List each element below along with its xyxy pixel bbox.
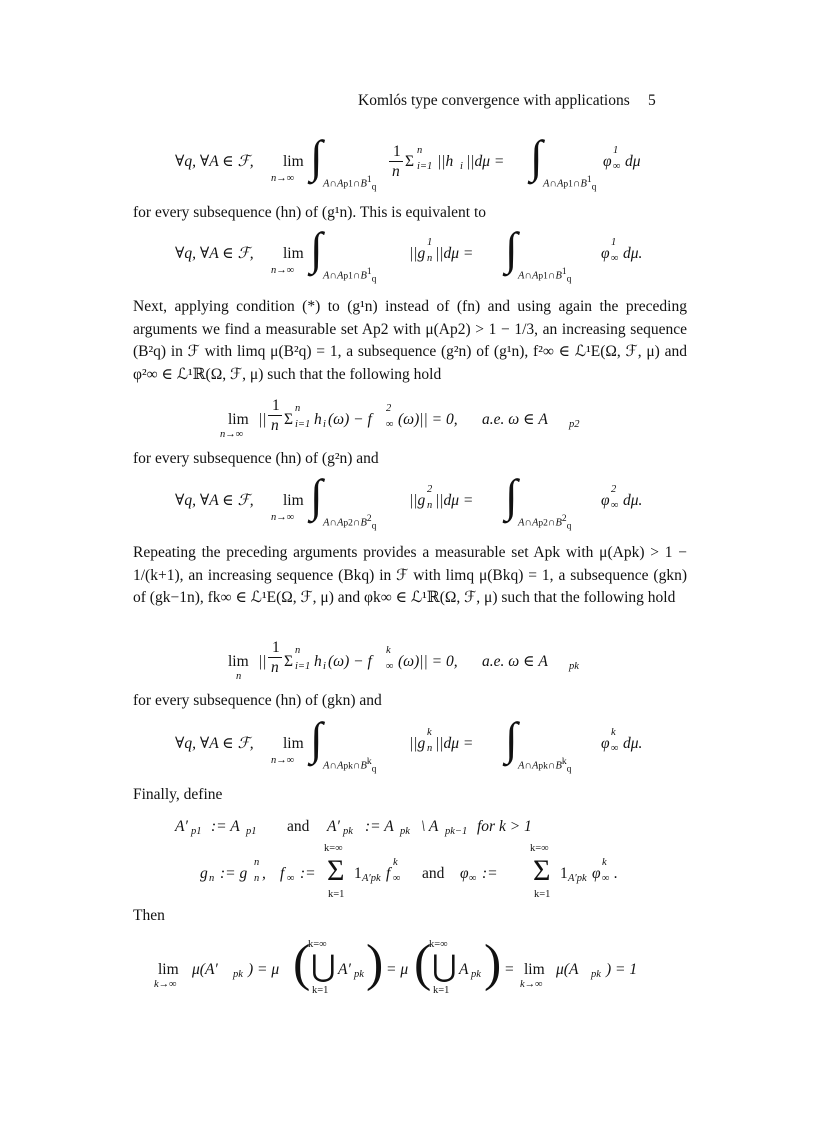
eq5-lim-sub: n: [236, 671, 242, 682]
eq2-rhs-phi: φ: [601, 245, 610, 262]
eq3-mid: h: [314, 411, 322, 428]
eq6-rhs-sup: k: [611, 727, 616, 738]
eq1-sum-range: n: [417, 145, 423, 156]
eq4-domain-q: q: [371, 521, 377, 532]
def2-phik: φ: [592, 865, 601, 882]
eq4-integral: ∫: [310, 470, 323, 521]
eq1-body-tail: ||h: [437, 153, 454, 170]
eq2-body-end: ||dμ =: [435, 245, 474, 262]
eq7-lim2: lim: [524, 961, 545, 978]
eq7-lparen-1: (: [293, 935, 311, 992]
eq3-ae: a.e. ω ∈ A: [482, 411, 548, 428]
def2-phik-sub: ∞: [602, 873, 610, 884]
eq5-frac-bar: [268, 657, 282, 658]
def2-g: g: [200, 865, 208, 882]
def2-ind: 1: [354, 865, 362, 882]
eq6-rhs-domain-tail: ∩B: [547, 760, 562, 772]
def1-lhs2-sub: pk: [343, 826, 353, 837]
eq6-quantifier: ∀q, ∀A ∈ ℱ,: [175, 735, 254, 752]
eq6-rhs-domain-sup: k: [561, 757, 567, 767]
def2-g-sub: n: [209, 873, 215, 884]
eq4-rhs-domain-tail: ∩B: [547, 517, 562, 529]
eq4-lim: lim: [283, 492, 304, 509]
eq6-domain-q: q: [371, 764, 377, 775]
eq7-lparen-2: (: [414, 935, 432, 992]
def2-g-sup: n: [254, 857, 260, 868]
eq7-mu-end: ) = μ: [248, 961, 280, 978]
eq3-f-sub: ∞: [386, 419, 394, 430]
def1-and: and: [287, 818, 310, 835]
def2-phi-assign: :=: [482, 865, 498, 882]
eq5-f-sup: k: [386, 645, 391, 656]
def1-lhs1: A′: [175, 818, 188, 835]
eq5-ae: a.e. ω ∈ A: [482, 653, 548, 670]
eq4-body-end: ||dμ =: [435, 492, 474, 509]
def2-period: .: [614, 865, 618, 882]
eq4-rhs-domain-sub: p2: [538, 518, 548, 529]
def2-sum2-top: k=∞: [530, 843, 549, 854]
eq1-rhs-domain-sub: p1: [563, 179, 573, 190]
definition-1: [175, 815, 595, 841]
def2-g-assign: := g: [220, 865, 248, 882]
def2-and: and: [422, 865, 445, 882]
eq5-sigma: Σ: [284, 653, 294, 670]
def2-phik-sup: k: [602, 857, 607, 868]
eq6-body-end: ||dμ =: [435, 735, 474, 752]
eq4-rhs-domain: A∩A: [518, 517, 539, 529]
eq5-mid: h: [314, 653, 322, 670]
eq7-rparen-2: ): [484, 935, 502, 992]
eq2-domain: A∩A: [323, 270, 344, 282]
def2-phi: φ: [460, 865, 469, 882]
eq2-integral: ∫: [310, 223, 323, 274]
paragraph-7: Then: [133, 907, 165, 924]
eq2-domain-tail: ∩B: [352, 270, 367, 282]
eq3-sum-range: n: [295, 403, 301, 414]
equation-2: [175, 223, 705, 292]
equation-3: [220, 397, 608, 448]
def2-ind2: 1: [560, 865, 568, 882]
eq6-rhs-end: dμ.: [623, 735, 643, 752]
eq7-eq2: =: [504, 961, 515, 978]
def1-assign1-sub: p1: [246, 826, 257, 837]
def1-assign2-sub: pk: [400, 826, 410, 837]
eq7-eq: = μ: [386, 961, 409, 978]
eq1-domain-q: q: [371, 182, 377, 193]
eq7-a2: A: [459, 961, 469, 978]
eq7-lim: lim: [158, 961, 179, 978]
eq2-domain-sup: 1: [366, 267, 372, 277]
eq6-body-sub: n: [427, 743, 433, 754]
eq1-sigma: Σ: [405, 153, 415, 170]
eq6-body-sup: k: [427, 727, 432, 738]
equation-4: [175, 470, 705, 539]
eq7-union2-bot: k=1: [433, 985, 450, 996]
eq2-rhs-integral: ∫: [505, 223, 518, 274]
eq1-quantifier: ∀q, ∀A ∈ ℱ,: [175, 153, 254, 170]
def2-ind2-sub: A′pk: [568, 873, 587, 884]
eq6-lim-sub: n→∞: [271, 755, 295, 766]
eq4-domain: A∩A: [323, 517, 344, 529]
def2-fk: f: [386, 865, 391, 882]
def2-g-sub2: n: [254, 873, 260, 884]
eq7-rparen-1: ): [366, 935, 384, 992]
eq2-rhs-domain-sub: p1: [538, 271, 548, 282]
eq7-union2: ⋃: [432, 950, 457, 983]
eq4-rhs-phi: φ: [601, 492, 610, 509]
eq3-ae-sub: p2: [569, 419, 580, 430]
eq6-lim: lim: [283, 735, 304, 752]
eq7-end: ) = 1: [606, 961, 638, 978]
eq1-frac-bar: [389, 161, 403, 162]
eq6-domain-sub: pk: [343, 761, 353, 772]
def2-sum-bot: k=1: [328, 889, 345, 900]
eq5-ae-sub: pk: [569, 661, 579, 672]
def2-fk-sup: k: [393, 857, 398, 868]
eq6-rhs-sub: ∞: [611, 743, 619, 754]
eq2-rhs-end: dμ.: [623, 245, 643, 262]
eq1-body-i: i: [460, 161, 463, 172]
eq1-rhs-end: dμ: [625, 153, 641, 170]
def2-phi-sub: ∞: [469, 873, 477, 884]
eq3-frac-den: n: [271, 417, 279, 434]
eq7-lim-sub: k→∞: [154, 979, 177, 990]
eq7-union-top: k=∞: [308, 939, 327, 950]
def1-assign1: := A: [211, 818, 240, 835]
def1-cond: for k > 1: [477, 818, 532, 835]
eq3-frac-bar: [268, 415, 282, 416]
def2-f-sub: ∞: [287, 873, 295, 884]
eq2-rhs-sub: ∞: [611, 253, 619, 264]
paragraph-4: Repeating the preceding arguments provides a measurable set Apk with μ(Apk) > 1 − 1/(k+1), an increasing sequence (Bkq) in ℱ with limq μ(Bkq) = 1, a subsequence (gkn) of (gk−1n), fk∞ ∈ ℒ¹E(Ω, ℱ, μ) and φk∞ ∈ ℒ¹ℝ(Ω, ℱ, μ) such that the following hold: [133, 544, 691, 607]
eq4-rhs-sup: 2: [611, 484, 617, 495]
def2-sum2: Σ: [533, 854, 551, 887]
eq3-sum-from: i=1: [295, 419, 311, 430]
eq5-mid-sub: i: [323, 661, 326, 672]
eq2-body-sup: 1: [427, 237, 433, 248]
eq6-domain-tail: ∩B: [352, 760, 367, 772]
def2-sum2-bot: k=1: [534, 889, 551, 900]
eq2-quantifier: ∀q, ∀A ∈ ℱ,: [175, 245, 254, 262]
eq7-union2-top: k=∞: [429, 939, 448, 950]
def2-f-assign: :=: [300, 865, 316, 882]
eq7-union-bot: k=1: [312, 985, 329, 996]
eq1-rhs-phi: φ: [603, 153, 612, 170]
eq3-mid2: (ω) − f: [328, 411, 372, 428]
eq2-domain-sub: p1: [343, 271, 353, 282]
eq3-tail: (ω)|| = 0,: [398, 411, 458, 428]
eq6-rhs-domain-q: q: [566, 764, 572, 775]
eq4-rhs-end: dμ.: [623, 492, 643, 509]
eq4-rhs-sub: ∞: [611, 500, 619, 511]
eq2-lim: lim: [283, 245, 304, 262]
def2-fk-sub: ∞: [393, 873, 401, 884]
eq1-domain: A∩A: [323, 178, 344, 190]
eq1-lim-sub: n→∞: [271, 173, 295, 184]
eq1-domain-tail: ∩B: [352, 178, 367, 190]
eq7-a2-sub: pk: [471, 969, 481, 980]
def1-setminus: \ A: [421, 818, 439, 835]
def2-sum-top: k=∞: [324, 843, 343, 854]
eq2-rhs-domain-tail: ∩B: [547, 270, 562, 282]
equation-6: [175, 713, 705, 782]
eq7-mu: μ(A′: [192, 961, 218, 978]
def2-f: f: [280, 865, 285, 882]
eq2-rhs-domain: A∩A: [518, 270, 539, 282]
equation-7: [154, 935, 678, 1006]
eq7-union: ⋃: [311, 950, 336, 983]
eq4-rhs-integral: ∫: [505, 470, 518, 521]
eq6-domain-sup: k: [366, 757, 372, 767]
paragraph-3: for every subsequence (hn) of (g²n) and: [133, 450, 379, 467]
eq1-frac-den: n: [392, 163, 400, 180]
eq2-domain-q: q: [371, 274, 377, 285]
eq4-rhs-domain-sup: 2: [561, 514, 567, 524]
eq7-mu-sub: pk: [233, 969, 243, 980]
eq6-rhs-integral: ∫: [505, 713, 518, 764]
eq1-rhs-sub: ∞: [613, 161, 621, 172]
equation-1: [175, 131, 705, 200]
paragraph-2: Next, applying condition (*) to (g¹n) instead of (fn) and using again the preceding arguments we find a measurable set Ap2 with μ(Ap2) > 1 − 1/3, an increasing sequence (B²q) in ℱ with limq μ(B²q) = 1, a subsequence (g²n) of (g¹n), f²∞ ∈ ℒ¹E(Ω, ℱ, μ) and φ²∞ ∈ ℒ¹ℝ(Ω, ℱ, μ) such that the following hold: [133, 298, 691, 383]
def2-ind-sub: A′pk: [362, 873, 381, 884]
eq1-rhs-domain-q: q: [591, 182, 597, 193]
eq6-domain: A∩A: [323, 760, 344, 772]
eq2-rhs-sup: 1: [611, 237, 617, 248]
def1-lhs1-sub: p1: [191, 826, 202, 837]
eq4-lim-sub: n→∞: [271, 512, 295, 523]
paragraph-1: for every subsequence (hn) of (g¹n). This is equivalent to: [133, 204, 487, 221]
eq4-body: ||g: [409, 492, 426, 509]
eq2-rhs-domain-sup: 1: [561, 267, 567, 277]
eq5-lim: lim: [228, 653, 249, 670]
eq1-sum-from: i=1: [417, 161, 433, 172]
eq4-quantifier: ∀q, ∀A ∈ ℱ,: [175, 492, 254, 509]
eq1-body-end: ||dμ =: [466, 153, 505, 170]
eq2-rhs-domain-q: q: [566, 274, 572, 285]
eq1-frac-num: 1: [393, 143, 401, 160]
eq6-rhs-domain: A∩A: [518, 760, 539, 772]
eq3-frac-num: 1: [272, 397, 280, 414]
eq4-domain-sup: 2: [366, 514, 372, 524]
eq5-tail: (ω)|| = 0,: [398, 653, 458, 670]
eq5-sum-range: n: [295, 645, 301, 656]
eq7-a1-sub: pk: [354, 969, 364, 980]
def1-lhs2: A′: [327, 818, 340, 835]
eq4-rhs-domain-q: q: [566, 521, 572, 532]
page-number: 5: [648, 92, 656, 109]
eq2-body-sub: n: [427, 253, 433, 264]
eq5-frac-num: 1: [272, 639, 280, 656]
definition-2: [200, 844, 640, 906]
eq7-lim2-sub: k→∞: [520, 979, 543, 990]
eq4-domain-sub: p2: [343, 518, 353, 529]
eq4-body-sup: 2: [427, 484, 433, 495]
eq3-lim-sub: n→∞: [220, 429, 244, 440]
eq2-lim-sub: n→∞: [271, 265, 295, 276]
running-header: Komlós type convergence with applications: [358, 92, 630, 109]
eq2-body: ||g: [409, 245, 426, 262]
eq1-rhs-integral: ∫: [530, 131, 543, 182]
eq7-mu2-sub: pk: [591, 969, 601, 980]
eq5-pre: ||: [258, 653, 267, 670]
eq6-rhs-domain-sub: pk: [538, 761, 548, 772]
eq1-lim: lim: [283, 153, 304, 170]
equation-5: [228, 640, 608, 690]
eq4-body-sub: n: [427, 500, 433, 511]
eq3-lim: lim: [228, 411, 249, 428]
eq1-rhs-domain-sup: 1: [586, 175, 592, 185]
eq1-rhs-sup: 1: [613, 145, 619, 156]
eq6-rhs-phi: φ: [601, 735, 610, 752]
eq6-integral: ∫: [310, 713, 323, 764]
eq1-domain-sup: 1: [366, 175, 372, 185]
eq5-sum-from: i=1: [295, 661, 311, 672]
eq1-domain-sub: p1: [343, 179, 353, 190]
eq3-pre: ||: [258, 411, 267, 428]
eq1-rhs-domain-tail: ∩B: [572, 178, 587, 190]
eq7-a1: A′: [338, 961, 351, 978]
eq3-sigma: Σ: [284, 411, 294, 428]
eq7-mu2: μ(A: [556, 961, 579, 978]
paragraph-5: for every subsequence (hn) of (gkn) and: [133, 692, 382, 709]
eq5-frac-den: n: [271, 659, 279, 676]
def1-setminus-sub: pk−1: [445, 826, 468, 837]
eq1-rhs-domain: A∩A: [543, 178, 564, 190]
def2-sum: Σ: [327, 854, 345, 887]
eq5-f-sub: ∞: [386, 661, 394, 672]
paragraph-6: Finally, define: [133, 786, 223, 803]
eq3-f-sup: 2: [386, 403, 392, 414]
eq3-mid-sub: i: [323, 419, 326, 430]
eq6-body: ||g: [409, 735, 426, 752]
def1-assign2: := A: [365, 818, 394, 835]
eq5-mid2: (ω) − f: [328, 653, 372, 670]
def2-comma: ,: [262, 865, 266, 882]
eq4-domain-tail: ∩B: [352, 517, 367, 529]
eq1-integral: ∫: [310, 131, 323, 182]
